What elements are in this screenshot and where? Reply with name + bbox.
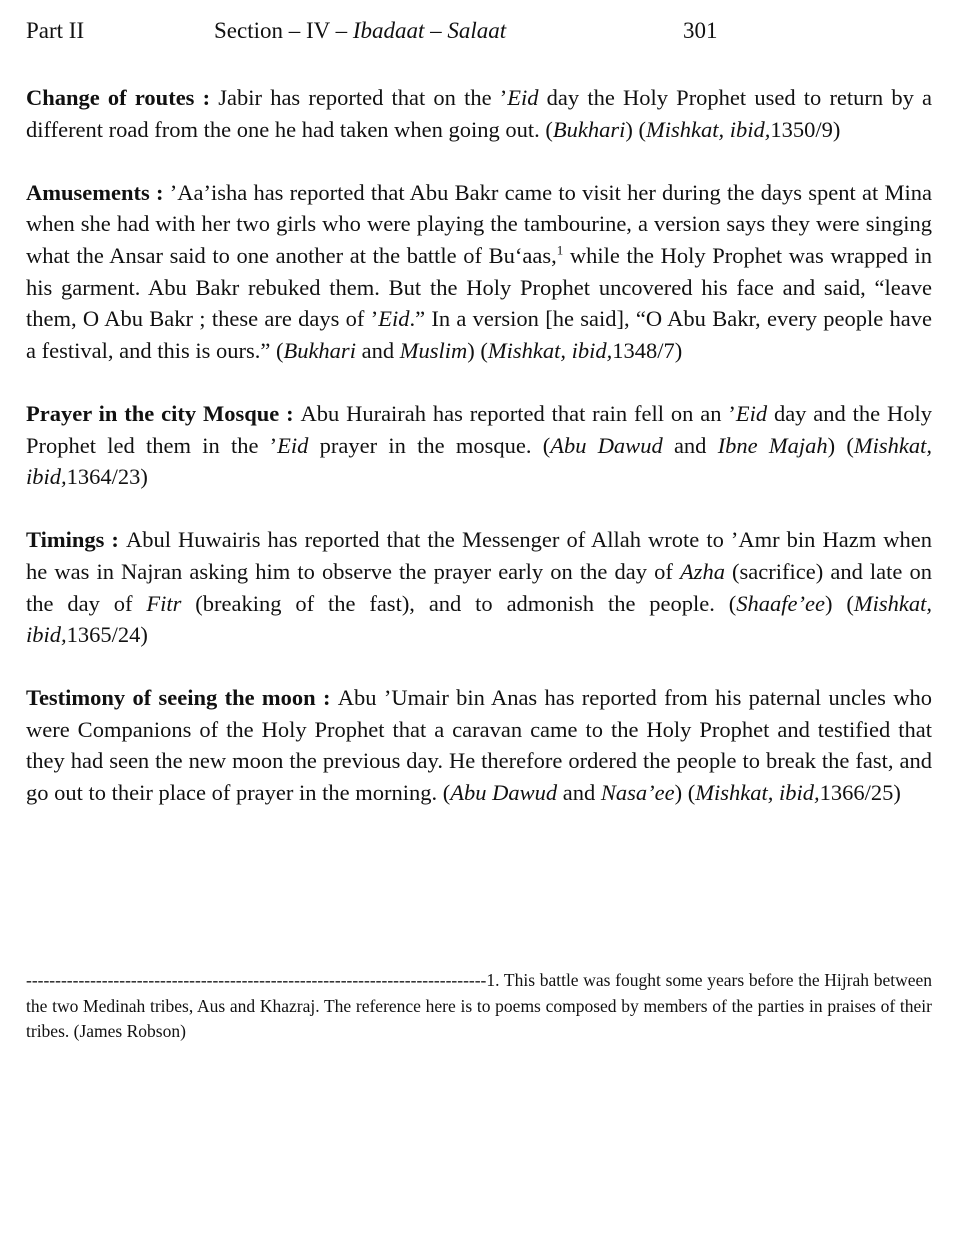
paragraph-text: ) (: [674, 780, 696, 806]
italic-text: Bukhari: [552, 116, 626, 142]
italic-text: Mishkat, ibid,: [695, 780, 820, 806]
footnote-text: 1. This battle was fought some years before the Hijrah between the two Medinah tribes, Aus and Khazraj. The reference here is to poems composed by members of the parties in praises of their tribes. (James Robson): [26, 970, 932, 1041]
footnote: [26, 968, 932, 1045]
paragraph-text: and: [662, 432, 718, 458]
paragraph: [26, 82, 932, 145]
paragraph-text: while the Holy Prophet was wrapped in his garment. Abu Bakr rebuked them. But the Holy Prophet uncovered his face and said, “leave them, O Abu Bakr ; these are days of ’: [26, 242, 932, 332]
paragraph-text: (sacrifice) and late on the day of: [26, 558, 933, 616]
italic-text: Azha: [679, 558, 725, 584]
paragraph-text: Abul Huwairis has reported that the Messenger of Allah wrote to ’Amr bin Hazm when he was in Najran asking him to observe the prayer early on the day of: [26, 527, 932, 584]
paragraph-text: ) (: [467, 337, 488, 363]
paragraph-text: Abu ’Umair bin Anas has reported from his paternal uncles who were Companions of the Holy Prophet that a caravan came to the Holy Prophet and testified that they had seen the new moon the previous day. He therefore ordered the people to break the fast, and go out to their place of prayer in the morning. (: [26, 685, 932, 806]
paragraph-heading: Prayer in the city Mosque :: [26, 400, 301, 426]
section-title: Ibadaat – Salaat: [352, 18, 507, 43]
paragraph-text: 1350/9): [770, 116, 841, 142]
paragraph-text: day the Holy Prophet used to return by a different road from the one he had taken when going out. (: [26, 85, 932, 142]
italic-text: Abu Dawud: [550, 432, 663, 458]
italic-text: Eid: [507, 85, 539, 110]
paragraph-text: and: [557, 780, 601, 806]
paragraph-heading: Timings :: [26, 527, 126, 553]
page-number: 301: [683, 18, 718, 43]
italic-text: Shaafe’ee: [736, 590, 825, 616]
paragraph-text: ’Aa’isha has reported that Abu Bakr came to visit her during the days spent at Mina when she had with her two girls who were playing the tambourine, a version says they were singing what the Ansar said to one another at the battle of Bu‘aas,: [26, 179, 932, 268]
paragraph-text: prayer in the mosque. (: [308, 432, 551, 458]
paragraph-text: ) (: [827, 432, 854, 458]
paragraph: [26, 524, 932, 650]
paragraph-text: day and the Holy Prophet led them in the ’: [26, 400, 932, 458]
italic-text: Fitr: [146, 590, 182, 616]
section-prefix: Section – IV –: [214, 18, 353, 43]
paragraph-text: and: [355, 337, 400, 363]
paragraph-heading: Change of routes :: [26, 85, 219, 110]
italic-text: Ibne Majah: [717, 432, 828, 458]
page-header: [26, 18, 926, 50]
paragraph: [26, 398, 932, 493]
italic-text: Abu Dawud: [450, 780, 558, 806]
paragraph: [26, 177, 932, 367]
footnote-separator: -------------------------------------------------------------------------------: [26, 970, 487, 990]
italic-text: Nasa’ee: [600, 780, 675, 806]
page-body: [26, 82, 932, 840]
paragraph-text: (breaking of the fast), and to admonish the people. (: [181, 590, 737, 616]
section-label: [214, 18, 506, 44]
paragraph-text: 1365/24): [66, 622, 148, 648]
paragraph-text: Abu Hurairah has reported that rain fell on an ’: [300, 400, 736, 426]
paragraph-text: 1364/23): [66, 464, 148, 490]
part-label: Part II: [26, 18, 85, 43]
paragraph-heading: Amusements :: [26, 179, 170, 205]
paragraph-text: 1348/7): [612, 337, 683, 363]
italic-text: Eid: [735, 400, 768, 426]
paragraph-text: 1366/25): [819, 780, 901, 806]
paragraph-heading: Testimony of seeing the moon :: [26, 685, 338, 711]
italic-text: Mishkat, ibid,: [646, 116, 771, 142]
italic-text: Muslim: [399, 337, 468, 363]
paragraph-text: .” In a version [he said], “O Abu Bakr, every people have a festival, and this is ours.” (: [26, 306, 932, 363]
footnote-marker: 1: [556, 242, 564, 258]
paragraph-text: ) (: [825, 590, 854, 616]
paragraph-text: Jabir has reported that on the ’: [218, 85, 508, 110]
italic-text: Mishkat, ibid,: [487, 337, 613, 363]
italic-text: Eid: [378, 306, 410, 332]
italic-text: Bukhari: [283, 337, 356, 363]
paragraph-text: ) (: [625, 116, 647, 142]
italic-text: Mishkat, ibid,: [26, 432, 933, 490]
paragraph: [26, 682, 932, 808]
italic-text: Mishkat, ibid,: [26, 590, 932, 648]
italic-text: Eid: [277, 432, 309, 458]
